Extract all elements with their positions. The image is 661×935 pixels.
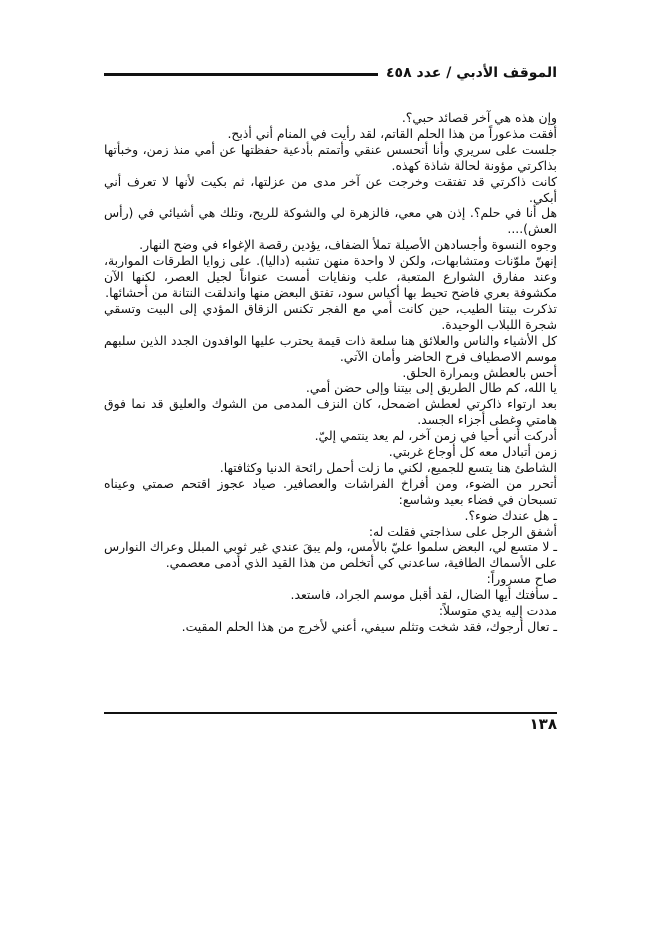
paragraph: جلست على سريري وأنا أتحسس عنقي وأتمتم بأدعية حفظتها عن أمي منذ زمن، وخبأتها بذاكرتي مؤونة لحالة شاذة كهذه. [104,141,557,173]
page-number: ١٣٨ [529,715,557,733]
paragraph: أفقت مذعوراً من هذا الحلم القاتم، لقد رأيت في المنام أني أذبح. [227,125,557,141]
article-body [104,110,557,635]
paragraph: صاح مسروراً: [486,571,557,587]
paragraph: الشاطئ هنا يتسع للجميع، لكني ما زلت أحمل رائحة الدنيا وكثافتها. [219,459,557,475]
paragraph: مددت إليه يدي متوسلاً: [438,603,557,619]
paragraph: أحس بالعطش وبمرارة الحلق. [402,364,557,380]
paragraph: إنهنّ ملوّنات ومتشابهات، ولكن لا واحدة منهن تشبه (داليا). على زوايا الطرقات المواربة، وعند مفارق الشوارع المتعبة، علب ونفايات أمست عنواناً لجيل العصر، لكنها الآن مكشوفة بعري فاضح تحيط بها أكياس سود، تفتق البعض منها واندلقت النتانة من أحشائها. [104,253,557,300]
paragraph: بعد ارتواء ذاكرتي لعطش اضمحل، كان النزف المدمى من الشوك والعليق قد نما فوق هامتي وغطى أجزاء الجسد. [104,396,557,428]
paragraph: ـ هل عندك ضوء؟. [464,507,557,523]
footer-rule [104,712,557,714]
paragraph: أشفق الرجل على سذاجتي فقلت له: [368,523,557,539]
paragraph: أتحرر من الضوء، ومن أفراخ الفراشات والعصافير. صياد عجوز اقتحم صمتي وعيناه تسبحان في فضاء بعيد وشاسع: [104,475,557,507]
header-rule [104,73,378,76]
paragraph: ـ سأفتك أيها الضال، لقد أقبل موسم الجراد، فاستعد. [290,587,557,603]
paragraph: ـ تعال أرجوك، فقد شخت وتثلم سيفي، أعني لأخرج من هذا الحلم المقيت. [181,619,557,634]
journal-title: الموقف الأدبي / عدد ٤٥٨ [386,65,557,81]
paragraph: يا الله، كم طال الطريق إلى بيتنا وإلى حضن أمي. [305,380,557,396]
paragraph: ـ لا متسع لي، البعض سلموا عليّ بالأمس، ولم يبقَ عندي غير ثوبي المبلل وعراك النوارس على الأسماك الطافية، ساعدني كي أتخلص من هذا القيد الذي أدمى معصمي. [104,539,557,571]
paragraph: كانت ذاكرتي قد تفتقت وخرجت عن آخر مدى من عزلتها، ثم بكيت لأنها لا تعرف أني أبكي. [104,173,557,205]
paragraph: زمن أتبادل معه كل أوجاع غربتي. [388,444,557,460]
paragraph: هل أنا في حلم؟. إذن هي معي، فالزهرة لي والشوكة للريح، وتلك هي أشيائي في (رأس العش).... [104,205,557,237]
paragraph: أدركت أني أحيا في زمن آخر، لم يعد ينتمي إليّ. [314,428,557,444]
paragraph: تذكرت بيتنا الطيب، حين كانت أمي مع الفجر تكنس الزقاق المؤدي إلى البيت وتسقي شجرة اللبلاب الوحيدة. [104,300,557,332]
paragraph: كل الأشياء والناس والعلائق هنا سلعة ذات قيمة يحترب عليها الوافدون الجدد الذين سلبهم موسم الاصطياف فرح الحاضر وأمان الآتي. [104,332,557,364]
page-header [104,62,557,84]
paragraph: وإن هذه هي آخر قصائد حبي؟. [401,110,557,125]
paragraph: وجوه النسوة وأجسادهن الأصيلة تملأ الضفاف، يؤدين رقصة الإغواء في وضح النهار. [139,237,557,253]
